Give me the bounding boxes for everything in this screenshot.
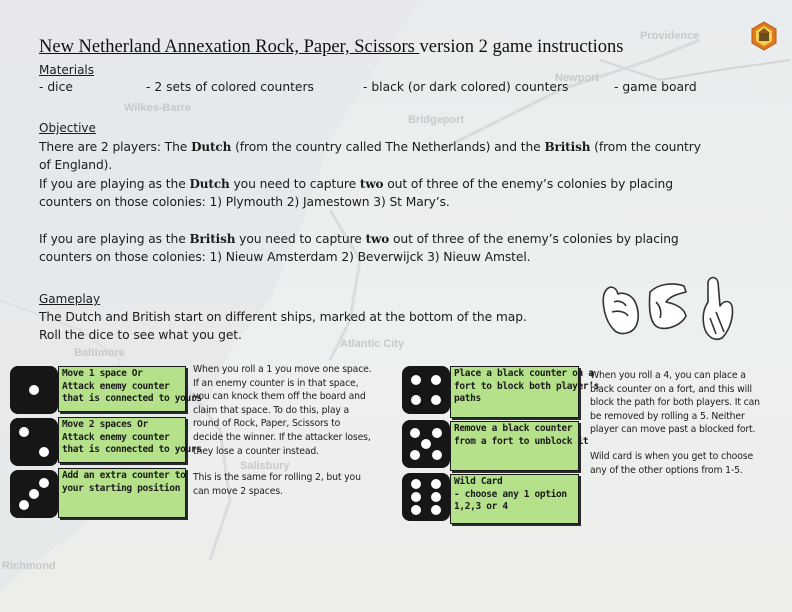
die-pip bbox=[431, 492, 441, 502]
die-pip bbox=[411, 479, 421, 489]
objective-text: If you are playing as the bbox=[39, 232, 190, 246]
card-text: that is connected to yours bbox=[62, 393, 202, 404]
die-pip bbox=[411, 395, 421, 405]
card-text: that is connected to yours bbox=[62, 444, 202, 455]
material-item-game-board: - game board bbox=[614, 80, 697, 94]
die-pip bbox=[431, 395, 441, 405]
card-text: 1,2,3 or 4 bbox=[454, 501, 508, 512]
british-objective-line-1 bbox=[39, 232, 679, 246]
dutch-label: Dutch bbox=[189, 177, 230, 191]
objective-text: If you are playing as the bbox=[39, 177, 190, 191]
card-text: Move 2 spaces Or bbox=[62, 419, 148, 430]
card-text: Place a black counter on a bbox=[454, 368, 594, 379]
material-item-colored-counters: - 2 sets of colored counters bbox=[146, 80, 314, 94]
die-pip bbox=[411, 492, 421, 502]
die-pip bbox=[410, 428, 420, 438]
roll-4-6-description bbox=[590, 369, 772, 490]
dutch-objective-line-2: counters on those colonies: 1) Plymouth 2) Jamestown 3) St Mary’s. bbox=[39, 195, 450, 209]
card-text: paths bbox=[454, 393, 481, 404]
card-roll-4 bbox=[450, 366, 599, 418]
title-main: New Netherland Annexation Rock, Paper, Scissors bbox=[39, 37, 420, 57]
die-pip bbox=[39, 478, 49, 488]
materials-heading: Materials bbox=[39, 63, 95, 77]
map-label-bridgeport: Bridgeport bbox=[408, 114, 465, 126]
objective-heading: Objective bbox=[39, 121, 96, 135]
gameplay-heading: Gameplay bbox=[39, 292, 101, 306]
objective-text: (from the country called The Netherlands) and the bbox=[231, 140, 545, 154]
roll-1-2-description bbox=[193, 363, 373, 511]
map-label-baltimore: Baltimore bbox=[74, 347, 125, 359]
map-label-wilkes-barre: Wilkes-Barre bbox=[124, 102, 192, 114]
title-suffix: version 2 game instructions bbox=[419, 37, 624, 57]
die-pip bbox=[29, 385, 39, 395]
dutch-objective-line-1 bbox=[39, 177, 673, 191]
british-objective-line-2: counters on those colonies: 1) Nieuw Amsterdam 2) Beverwijck 3) Nieuw Amstel. bbox=[39, 250, 531, 264]
card-text: Attack enemy counter bbox=[62, 431, 170, 443]
die-face-3 bbox=[10, 470, 58, 518]
objective-text: you need to capture bbox=[229, 177, 360, 191]
description-text: When you roll a 4, you can place a black counter on a fort, and this will block the path for both players. It can be removed by rolling a 5. Neither player can move past a blocked fort. bbox=[590, 370, 760, 436]
two-label: two bbox=[365, 232, 390, 246]
objective-text: (from the country bbox=[590, 140, 701, 154]
objective-text: There are 2 players: The bbox=[39, 140, 192, 154]
die-pip bbox=[431, 505, 441, 515]
card-text: Add an extra counter to bbox=[62, 470, 186, 481]
die-pip bbox=[432, 450, 442, 460]
die-face-4 bbox=[402, 366, 450, 414]
card-text: Move 1 space Or bbox=[62, 368, 143, 379]
british-label: British bbox=[189, 232, 236, 246]
british-label: British bbox=[544, 140, 591, 154]
description-text: This is the same for rolling 2, but you can move 2 spaces. bbox=[193, 472, 361, 497]
two-label: two bbox=[359, 177, 384, 191]
description-text: Wild card is when you get to choose any of the other options from 1-5. bbox=[590, 450, 754, 476]
die-pip bbox=[29, 489, 39, 499]
rock-paper-scissors-hands-icon bbox=[598, 272, 748, 344]
card-roll-1 bbox=[58, 366, 202, 412]
dutch-label: Dutch bbox=[191, 140, 232, 154]
die-pip bbox=[411, 375, 421, 385]
die-pip bbox=[431, 479, 441, 489]
map-label-atlantic-city: Atlantic City bbox=[340, 338, 405, 350]
card-text: fort to block both player’s bbox=[454, 380, 599, 392]
die-pip bbox=[39, 447, 49, 457]
hexagon-badge-icon bbox=[749, 21, 779, 51]
card-text: Remove a black counter bbox=[454, 423, 573, 434]
die-pip bbox=[19, 500, 29, 510]
page-title bbox=[39, 37, 749, 58]
card-roll-5 bbox=[450, 421, 589, 471]
map-label-richmond: Richmond bbox=[2, 560, 56, 572]
die-face-2 bbox=[10, 418, 58, 466]
description-text: When you roll a 1 you move one space. If an enemy counter is in that space, you can knock them off the board and claim that space. To do this, play a round of Rock, Paper, Scissors to decide the winner. If the attacker loses, they lose a counter instead. bbox=[193, 364, 372, 457]
objective-text: out of three of the enemy’s colonies by placing bbox=[383, 177, 673, 191]
gameplay-line-2: Roll the dice to see what you get. bbox=[39, 328, 242, 342]
die-face-6 bbox=[402, 473, 450, 521]
card-text: Attack enemy counter bbox=[62, 380, 170, 392]
material-item-black-counters: - black (or dark colored) counters bbox=[363, 80, 569, 94]
die-pip bbox=[410, 450, 420, 460]
die-pip bbox=[19, 427, 29, 437]
die-pip bbox=[432, 428, 442, 438]
card-roll-6 bbox=[450, 474, 579, 524]
die-pip bbox=[431, 375, 441, 385]
die-pip bbox=[421, 439, 431, 449]
die-face-5 bbox=[402, 420, 450, 468]
objective-text: out of three of the enemy’s colonies by placing bbox=[389, 232, 679, 246]
map-label-salisbury: Salisbury bbox=[240, 460, 290, 472]
card-roll-2 bbox=[58, 417, 202, 463]
map-label-providence: Providence bbox=[640, 30, 700, 42]
objective-text: you need to capture bbox=[235, 232, 366, 246]
objective-line-1 bbox=[39, 140, 701, 154]
card-text: Wild Card bbox=[454, 476, 503, 487]
material-item-dice: - dice bbox=[39, 80, 73, 94]
map-label-newport: Newport bbox=[555, 72, 599, 84]
die-pip bbox=[411, 505, 421, 515]
card-roll-3 bbox=[58, 468, 186, 518]
die-face-1 bbox=[10, 366, 58, 414]
card-text: from a fort to unblock it bbox=[454, 435, 589, 447]
card-text: - choose any 1 option bbox=[454, 488, 567, 500]
objective-line-2: of England). bbox=[39, 158, 113, 172]
card-text: your starting position bbox=[62, 482, 181, 494]
gameplay-line-1: The Dutch and British start on different ships, marked at the bottom of the map. bbox=[39, 310, 527, 324]
